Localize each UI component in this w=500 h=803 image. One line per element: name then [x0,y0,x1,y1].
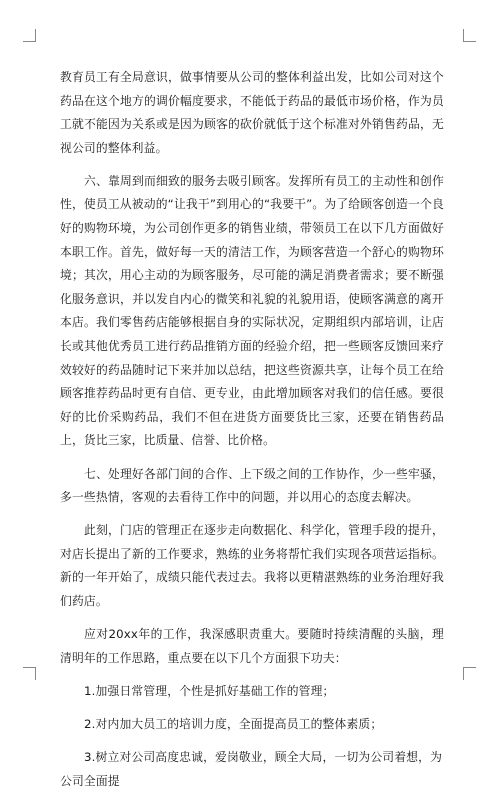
list-item: 1.加强日常管理，个性是抓好基础工作的管理； [84,683,335,698]
list-item: 3.树立对公司高度忠诚，爱岗敬业，顾全大局，一切为公司着想，为公司全面提 [60,749,443,788]
paragraph-management: 此刻，门店的管理正在逐步走向数据化、科学化，管理手段的提升，对店长提出了新的工作要求，熟练的业务将帮忙我们实现各项营运指标。新的一年开始了，成绩只能代表过去。我将以更精湛熟练的业务治理好我们药店。 [60,523,444,608]
crop-mark-bottom-right [463,667,476,680]
crop-mark-bottom-left [23,667,36,680]
paragraph-work-plan: 应对20xx年的工作，我深感职责重大。要随时持续清醒的头脑，理清明年的工作思路，重点要在以下几个方面狠下功夫： [60,627,444,665]
paragraph-section-seven: 七、处理好各部门间的合作、上下级之间的工作协作，少一些牢骚，多一些热情，客观的去看待工作中的问题，并以用心的态度去解决。 [60,466,444,505]
paragraph-section-six: 六、靠周到而细致的服务去吸引顾客。发挥所有员工的主动性和创作性，使员工从被动的“让我干”到用心的“我要干”。为了给顾客创造一个良好的购物环境，为公司创作更多的销售业绩，带领员工在以下几方面做好本职工作。首先，做好每一天的清洁工作，为顾客营造一个舒心的购物环境；其次，用心主动的为顾客服务，尽可能的满足消费者需求；要不断强化服务意识，并以发自内心的微笑和礼貌的礼貌用语，使顾客满意的离开本店。我们零售药店能够根据自身的实际状况，定期组织内部培训，让店长或其他优秀员工进行药品推销方面的经验介绍，把一些顾客反馈回来疗效较好的药品随时记下来并加以总结，把这些资源共享，让每个员工在给顾客推荐药品时更有自信、更专业，由此增加顾客对我们的信任感。要很好的比价采购药品，我们不但在进货方面要货比三家，还要在销售药品上，货比三家，比质量、信誉、比价格。 [60,173,444,448]
document-body [60,66,444,803]
list-item: 2.对内加大员工的培训力度，全面提高员工的整体素质； [84,716,383,731]
crop-mark-top-left [23,29,36,42]
paragraph-global-awareness: 教育员工有全局意识，做事情要从公司的整体利益出发，比如公司对这个药品在这个地方的调价幅度要求，不能低于药品的最低市场价格，作为员工就不能因为关系或是因为顾客的砍价就低于这个标准对外销售药品，无视公司的整体利益。 [60,70,444,155]
crop-mark-top-right [463,29,476,42]
